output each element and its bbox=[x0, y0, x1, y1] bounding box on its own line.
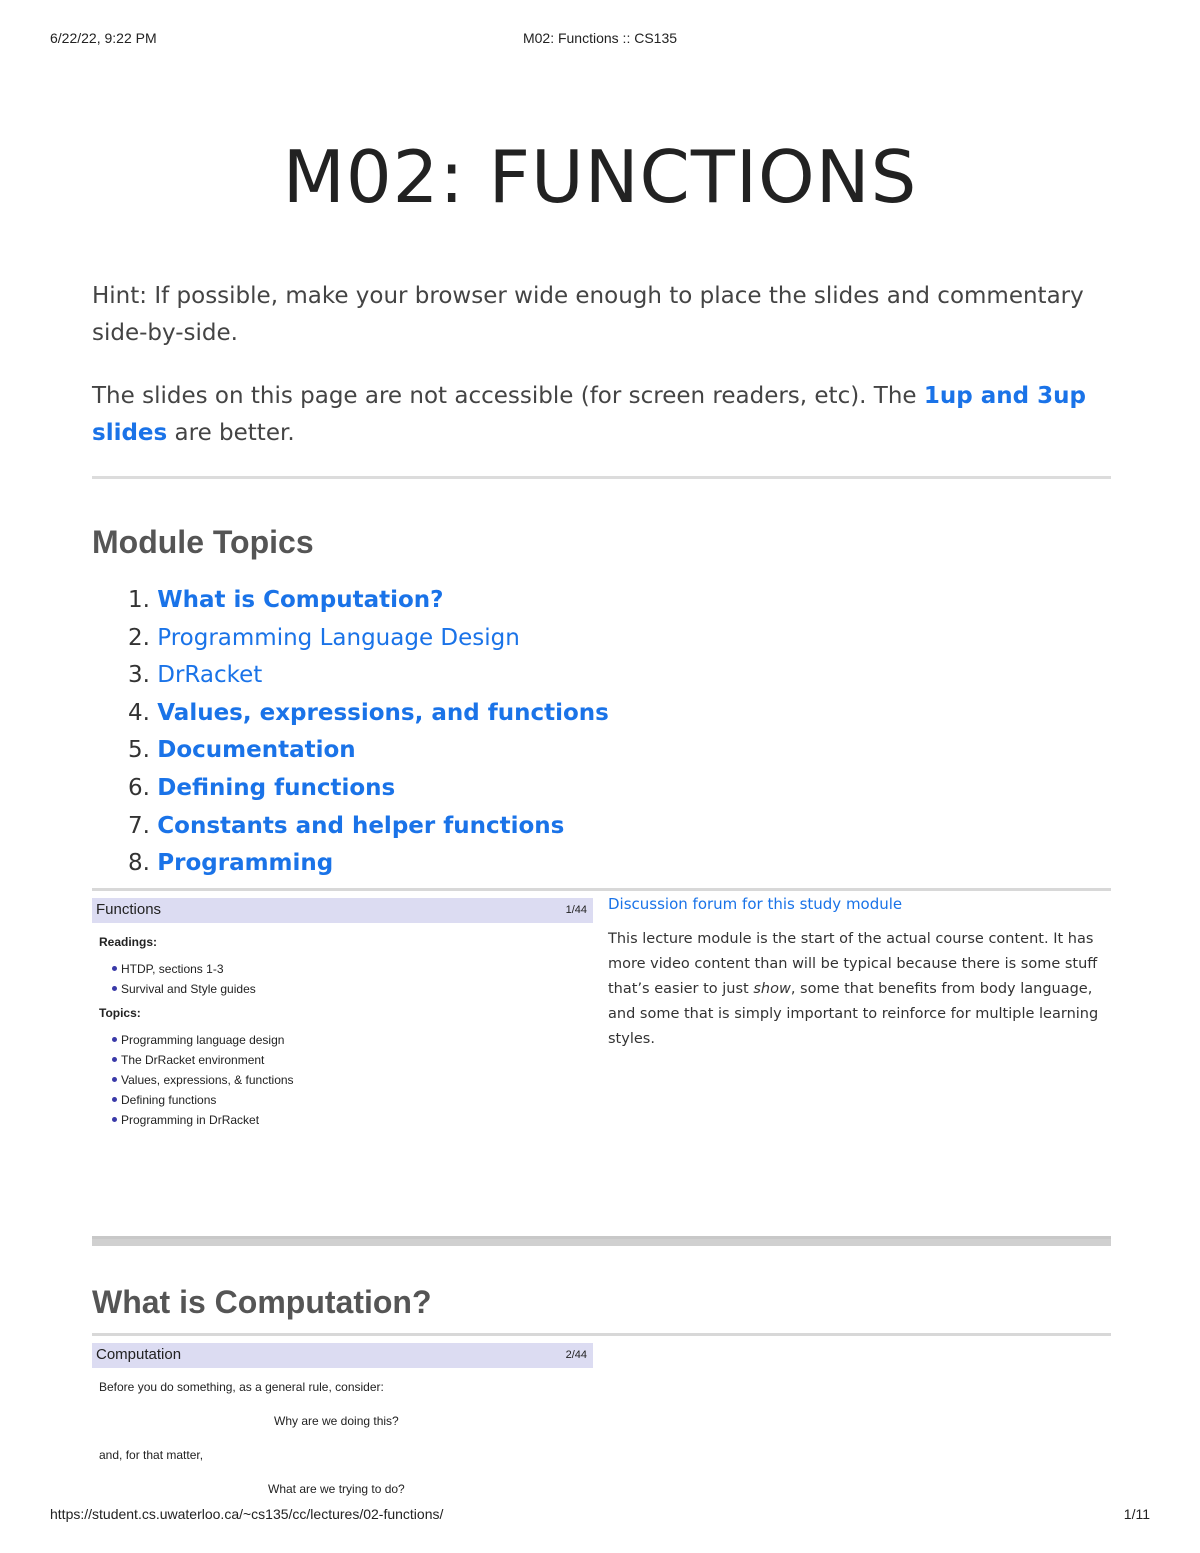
print-page-number: 1/11 bbox=[1123, 1506, 1150, 1522]
computation-heading: What is Computation? bbox=[92, 1284, 432, 1320]
slide-title: Functions bbox=[96, 901, 162, 918]
slide-title: Computation bbox=[96, 1346, 182, 1363]
print-page-title: M02: Functions :: CS135 bbox=[522, 30, 678, 46]
topics-item: Programming in DrRacket bbox=[92, 1110, 593, 1130]
accessibility-paragraph bbox=[92, 378, 1111, 452]
topic-item: 6. Defining functions bbox=[128, 774, 396, 801]
page-title: M02: FUNCTIONS bbox=[282, 135, 918, 219]
divider bbox=[92, 888, 1111, 891]
slide-question: Why are we doing this? bbox=[274, 1414, 399, 1428]
slide-number: 1/44 bbox=[565, 904, 587, 916]
topics-item: Values, expressions, & functions bbox=[92, 1070, 593, 1090]
topic-link-drracket[interactable]: DrRacket bbox=[157, 662, 263, 689]
print-footer bbox=[0, 1506, 1200, 1526]
accessibility-text-before: The slides on this page are not accessible (for screen readers, etc). The bbox=[92, 383, 924, 409]
slide-body bbox=[92, 1368, 593, 1498]
slide-title-bar bbox=[92, 898, 593, 923]
print-date: 6/22/22, 9:22 PM bbox=[50, 30, 157, 46]
slide-title-bar bbox=[92, 1343, 593, 1368]
topic-item: 1. What is Computation? bbox=[128, 587, 444, 613]
topics-list bbox=[92, 1030, 593, 1130]
slide-number: 2/44 bbox=[565, 1349, 587, 1361]
topics-item: Defining functions bbox=[92, 1090, 593, 1110]
topic-link-programming[interactable]: Programming bbox=[157, 850, 334, 877]
commentary bbox=[608, 894, 1111, 1052]
topic-link-language-design[interactable]: Programming Language Design bbox=[157, 624, 520, 651]
section-divider bbox=[92, 1236, 1111, 1246]
readings-heading: Readings: bbox=[99, 935, 158, 949]
slide-functions bbox=[92, 898, 593, 1130]
topic-link-documentation[interactable]: Documentation bbox=[157, 737, 356, 764]
topics-heading: Topics: bbox=[99, 1006, 141, 1020]
divider bbox=[92, 1333, 1111, 1336]
topic-link-constants[interactable]: Constants and helper functions bbox=[157, 812, 565, 839]
topic-link-computation[interactable]: What is Computation? bbox=[157, 587, 444, 613]
topic-item: 4. Values, expressions, and functions bbox=[128, 699, 609, 726]
commentary-text: This lecture module is the start of the actual course content. It has more video content than will be typical because there is some stuff that’s easier to just show, some that benefits from body language, and some that is simply important to reinforce for multiple learning styles. bbox=[608, 931, 1099, 1047]
slide-computation bbox=[92, 1343, 593, 1498]
topic-item: 3. DrRacket bbox=[128, 662, 263, 689]
module-topics-section bbox=[92, 524, 1111, 561]
slide-line: and, for that matter, bbox=[99, 1448, 204, 1462]
divider bbox=[92, 476, 1111, 479]
readings-list bbox=[92, 959, 593, 999]
print-header bbox=[0, 30, 1200, 50]
topic-item: 7. Constants and helper functions bbox=[128, 812, 565, 839]
topic-item: 8. Programming bbox=[128, 850, 334, 877]
print-url: https://student.cs.uwaterloo.ca/~cs135/cc/lectures/02-functions/ bbox=[50, 1506, 444, 1522]
readings-item: HTDP, sections 1-3 bbox=[92, 959, 593, 979]
topic-item: 2. Programming Language Design bbox=[128, 624, 520, 651]
topic-item: 5. Documentation bbox=[128, 737, 356, 764]
slide-body bbox=[92, 935, 593, 1130]
topics-item: The DrRacket environment bbox=[92, 1050, 593, 1070]
commentary-emphasis: show bbox=[753, 981, 791, 997]
computation-section bbox=[92, 1284, 1111, 1321]
slide-question: What are we trying to do? bbox=[268, 1482, 405, 1496]
topic-link-values[interactable]: Values, expressions, and functions bbox=[157, 699, 609, 726]
discussion-forum-link[interactable]: Discussion forum for this study module bbox=[608, 895, 903, 913]
slides-link[interactable]: 1up and 3up slides bbox=[92, 383, 1086, 446]
accessibility-text-after: are better. bbox=[167, 420, 295, 446]
topics-item: Programming language design bbox=[92, 1030, 593, 1050]
hint-paragraph: Hint: If possible, make your browser wide enough to place the slides and commentary side-by-side. bbox=[92, 283, 1084, 346]
readings-item: Survival and Style guides bbox=[92, 979, 593, 999]
topic-link-defining-functions[interactable]: Defining functions bbox=[157, 774, 396, 801]
slide-line: Before you do something, as a general rule, consider: bbox=[99, 1380, 384, 1394]
module-topics-heading: Module Topics bbox=[92, 524, 314, 560]
module-topics-list bbox=[128, 582, 728, 883]
